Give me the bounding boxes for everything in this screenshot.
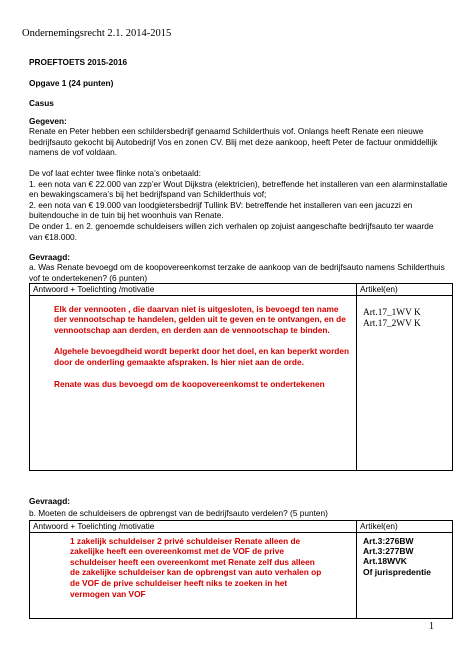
answer-paragraph-3: Renate was dus bevoegd om de koopovereenkomst te ondertekenen bbox=[54, 378, 325, 389]
answer-paragraph-1: Elk der vennooten , die daarvan niet is uitgesloten, is bevoegd ten name der vennootschap te handelen, gelden uit te geven en te ontvangen, en de vennootschap aan derden, en derden aan de vennootschap te binden. bbox=[54, 303, 346, 335]
page-header: Ondernemingsrecht 2.1. 2014-2015 bbox=[22, 28, 172, 39]
casus-heading: Casus bbox=[29, 98, 54, 108]
article-ref-4: Of jurispredentie bbox=[363, 566, 432, 577]
table-row bbox=[30, 532, 453, 618]
question-b-heading: Gevraagd: bbox=[29, 496, 71, 506]
document-title: PROEFTOETS 2015-2016 bbox=[29, 57, 128, 67]
question-b-text: b. Moeten de schuldeisers de opbrengst van de bedrijfsauto verdelen? (5 punten) bbox=[29, 508, 328, 518]
table-row bbox=[30, 295, 453, 470]
bills-intro: De vof laat echter twee flinke nota’s onbetaald: bbox=[29, 168, 201, 178]
bill-item-2: 2. een nota van € 19.000 van loodgietersbedrijf Tullink BV: betreffende het installeren van een jacuzzi en buitendouche in de tuin bij het woonhuis van Renate. bbox=[29, 199, 413, 221]
table-header-row bbox=[30, 521, 453, 533]
question-a-text: a. Was Renate bevoegd om de koopovereenkomst terzake de aankoop van de bedrijfsauto namens Schilderthuis vof te ondertekenen? (6 punten) bbox=[29, 262, 445, 283]
answer-paragraph-2: Algehele bevoegdheid wordt beperkt door het doel, en kan beperkt worden door de onderling gemaakte afspraken. Is hier niet aan de orde. bbox=[54, 346, 350, 367]
answer-table-a bbox=[29, 283, 453, 471]
column-header-article: Artikel(en) bbox=[357, 284, 453, 296]
given-paragraph: Renate en Peter hebben een schildersbedrijf genaamd Schilderthuis vof. Onlangs heeft Renate een nieuwe bedrijfsauto gekocht bij Autobedrijf Vos en zonen CV. Blij met deze aankoop, heeft Peter de factuur onmiddellijk namens de vof voldaan. bbox=[29, 126, 438, 158]
bills-section bbox=[29, 168, 449, 242]
question-a-heading: Gevraagd: bbox=[29, 252, 71, 262]
article-ref-2: Art.3:277BW bbox=[363, 546, 414, 556]
answer-paragraph-1: 1 zakelijk schuldeiser 2 privé schuldeiser Renate alleen de zakelijke heeft een overeenkomst met de VOF de prive schuldeiser heeft een overeenkomt met Renate zelf dus alleen de zakelijke schuldeiser kan de opbrengst van auto verhalen op de VOF de prive schuldeiser heeft niks te zoeken in het vermogen van VOF bbox=[70, 535, 322, 599]
article-ref-3: Art.18WVK bbox=[363, 556, 407, 567]
given-heading: Gegeven: bbox=[29, 116, 67, 126]
column-header-answer: Antwoord + Toelichting /motivatie bbox=[30, 284, 357, 296]
article-ref-2: Art.17_2WV K bbox=[363, 319, 421, 329]
answer-cell bbox=[30, 295, 357, 470]
column-header-answer: Antwoord + Toelichting /motivatie bbox=[30, 521, 357, 533]
article-ref-1: Art.17_1WV K bbox=[363, 307, 421, 318]
article-ref-1: Art.3:276BW bbox=[363, 535, 414, 546]
article-cell bbox=[357, 295, 453, 470]
column-header-article: Artikel(en) bbox=[357, 521, 453, 533]
page-number: 1 bbox=[429, 621, 434, 632]
assignment-heading: Opgave 1 (24 punten) bbox=[29, 78, 114, 88]
bill-item-1: 1. een nota van € 22.000 van zzp’er Wout Dijkstra (elektricien), betreffende het installeren van een alarminstallatie en bewakingscamera’s bij het bedrijfspand van Schilderthuis vof; bbox=[29, 178, 448, 200]
article-cell bbox=[357, 532, 453, 618]
table-header-row bbox=[30, 284, 453, 296]
answer-cell bbox=[30, 532, 357, 618]
answer-table-b bbox=[29, 520, 453, 619]
creditors-paragraph: De onder 1. en 2. genoemde schuldeisers willen zich verhalen op zojuist aangeschafte bedrijfsauto ter waarde van €18.000. bbox=[29, 220, 434, 242]
